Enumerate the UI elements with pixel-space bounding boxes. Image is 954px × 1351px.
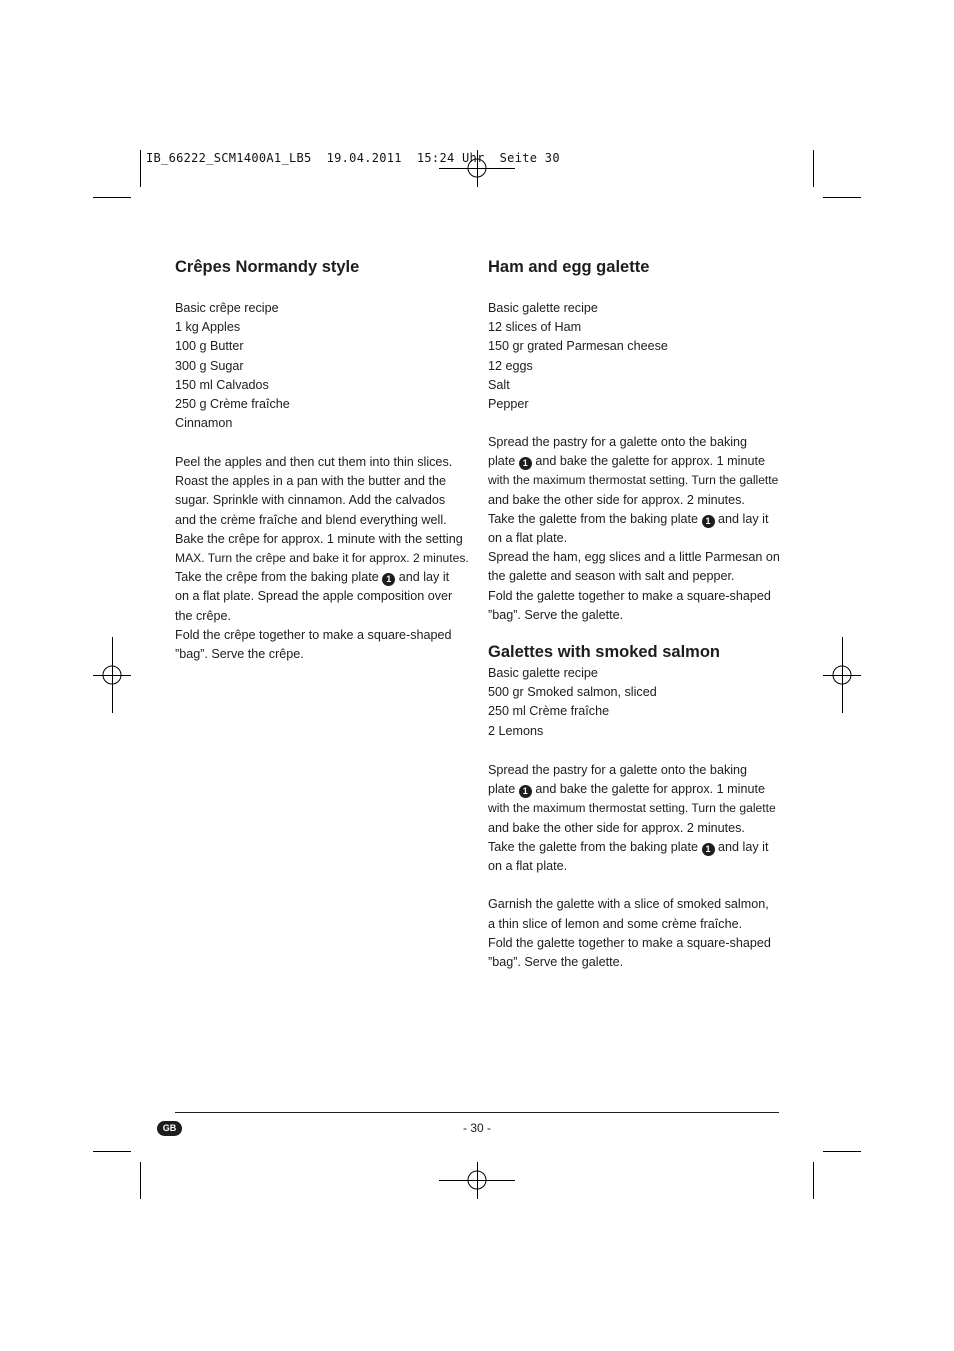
text-line: on a flat plate. Spread the apple composition over: [175, 589, 453, 604]
print-slug: IB_66222_SCM1400A1_LB5 19.04.2011 15:24 Uhr Seite 30: [146, 151, 560, 165]
text-segment: Take the galette from the baking plate: [488, 839, 699, 854]
text-segment: and lay it: [718, 839, 769, 854]
ingredient: Basic crêpe recipe: [175, 301, 279, 315]
text-line: ”bag”. Serve the galette.: [488, 607, 624, 622]
text-line: Fold the galette together to make a square-shaped: [488, 588, 771, 603]
text-segment: plate: [488, 454, 516, 469]
registration-mark-icon: [831, 664, 853, 686]
ingredient: 12 eggs: [488, 358, 533, 373]
ingredient: 12 slices of Ham: [488, 320, 582, 335]
text-segment: and lay it: [398, 570, 450, 585]
text-line: ”bag”. Serve the galette.: [488, 955, 624, 970]
text-line: [488, 510, 780, 529]
crop-mark: [823, 1151, 861, 1152]
plate-number-badge: 1: [382, 573, 395, 586]
plate-number-badge: 1: [702, 515, 715, 528]
ingredient: 500 gr Smoked salmon, sliced: [488, 685, 657, 700]
text-line: a thin slice of lemon and some crème fraîche.: [488, 916, 743, 931]
instructions: [488, 761, 776, 972]
text-line: Bake the crêpe for approx. 1 minute with the setting: [175, 531, 463, 546]
ingredient: 300 g Sugar: [175, 358, 244, 373]
text-line: sugar. Sprinkle with cinnamon. Add the calvados: [175, 493, 446, 508]
text-segment: and bake the galette for approx. 1 minute: [535, 782, 765, 797]
text-line: [488, 838, 776, 857]
crop-mark: [813, 1162, 814, 1199]
text-line: Spread the pastry for a galette onto the baking: [488, 763, 748, 777]
ingredient: 2 Lemons: [488, 723, 544, 738]
ingredient: 100 g Butter: [175, 339, 244, 354]
text-line: and bake the other side for approx. 2 minutes.: [488, 492, 745, 507]
ingredient: 150 ml Calvados: [175, 377, 269, 392]
text-line: the crêpe.: [175, 608, 232, 623]
crop-mark: [813, 150, 814, 187]
plate-number-badge: 1: [702, 843, 715, 856]
spacer: [488, 876, 776, 895]
registration-mark-icon: [101, 664, 123, 686]
text-line: Roast the apples in a pan with the butter and the: [175, 474, 446, 489]
crop-mark: [93, 197, 131, 198]
ingredient: 1 kg Apples: [175, 320, 241, 335]
ingredient-list: [175, 299, 290, 433]
text-line: ”bag”. Serve the crêpe.: [175, 647, 304, 662]
text-line: Peel the apples and then cut them into thin slices.: [175, 455, 453, 469]
ingredient: Basic galette recipe: [488, 666, 598, 680]
text-line: Spread the pastry for a galette onto the baking: [488, 435, 748, 449]
text-line: MAX. Turn the crêpe and bake it for approx. 2 minutes.: [175, 551, 469, 566]
ingredient-list: [488, 664, 657, 741]
text-segment: Take the crêpe from the baking plate: [175, 570, 379, 585]
text-line: Spread the ham, egg slices and a little Parmesan on: [488, 550, 780, 565]
ingredient: Cinnamon: [175, 416, 233, 431]
crop-mark: [93, 1151, 131, 1152]
text-line: with the maximum thermostat setting. Turn the gallette: [488, 473, 779, 488]
ingredient: 250 ml Crème fraîche: [488, 704, 610, 719]
text-line: Garnish the galette with a slice of smoked salmon,: [488, 897, 769, 912]
page-number: - 30 -: [462, 1121, 491, 1135]
text-line: [488, 452, 780, 471]
ingredient-list: [488, 299, 668, 414]
registration-mark-icon: [466, 1169, 488, 1191]
recipe-title: Crêpes Normandy style: [175, 258, 360, 276]
plate-number-badge: 1: [519, 785, 532, 798]
text-segment: Take the galette from the baking plate: [488, 511, 699, 526]
ingredient: Basic galette recipe: [488, 301, 598, 315]
text-line: the galette and season with salt and pepper.: [488, 569, 735, 584]
crop-mark: [140, 150, 141, 187]
text-line: [488, 780, 776, 799]
crop-mark: [439, 168, 515, 169]
text-line: Fold the crêpe together to make a square-shaped: [175, 627, 452, 642]
instructions: [175, 453, 469, 664]
ingredient: 250 g Crème fraîche: [175, 397, 290, 412]
text-line: on a flat plate.: [488, 859, 568, 874]
text-line: on a flat plate.: [488, 531, 568, 546]
text-line: Fold the galette together to make a square-shaped: [488, 935, 771, 950]
country-badge: GB: [157, 1121, 182, 1136]
footer-rule: [175, 1112, 779, 1113]
crop-mark: [140, 1162, 141, 1199]
ingredient: Salt: [488, 377, 510, 392]
text-segment: and bake the galette for approx. 1 minute: [535, 454, 765, 469]
crop-mark: [823, 197, 861, 198]
text-segment: plate: [488, 782, 516, 797]
ingredient: 150 gr grated Parmesan cheese: [488, 339, 668, 354]
plate-number-badge: 1: [519, 457, 532, 470]
text-line: [175, 568, 469, 587]
text-line: and bake the other side for approx. 2 minutes.: [488, 820, 745, 835]
text-segment: and lay it: [718, 511, 769, 526]
recipe-title: Galettes with smoked salmon: [488, 643, 720, 661]
ingredient: Pepper: [488, 397, 529, 412]
instructions: [488, 433, 780, 625]
text-line: and the crème fraîche and blend everything well.: [175, 512, 447, 527]
recipe-title: Ham and egg galette: [488, 258, 650, 276]
text-line: with the maximum thermostat setting. Turn the galette: [488, 801, 776, 816]
